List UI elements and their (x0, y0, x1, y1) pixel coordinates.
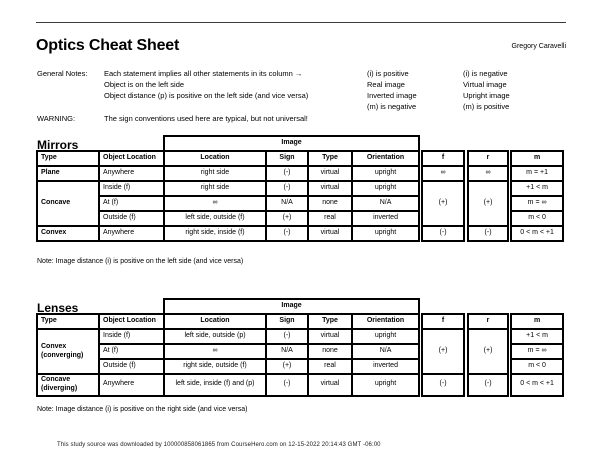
image-group-header: Image (164, 136, 419, 151)
r-cell: ∞ (468, 166, 508, 181)
image-header-spacer (37, 136, 164, 151)
table-row (37, 329, 563, 344)
r-cell: (-) (468, 226, 508, 241)
column-header-image-type: Type (308, 151, 352, 166)
table-row (37, 226, 563, 241)
f-cell: (-) (422, 374, 464, 396)
general-note-line: Object is on the left side (104, 80, 185, 89)
image-orientation-cell: upright (352, 166, 419, 181)
mirrors-table-note: Note: Image distance (i) is positive on the left side (and vice versa) (37, 258, 244, 265)
m-cell: m = ∞ (511, 196, 563, 211)
image-location-cell: left side, inside (f) and (p) (164, 374, 266, 396)
f-cell: ∞ (422, 166, 464, 181)
table-row (37, 374, 563, 396)
m-cell: m = ∞ (511, 344, 563, 359)
table-row (37, 136, 563, 151)
sign-convention-item: Real image (367, 80, 405, 89)
image-sign-cell: N/A (266, 196, 308, 211)
general-notes-label: General Notes: (37, 69, 88, 78)
m-cell: m < 0 (511, 211, 563, 226)
warning-text: The sign conventions used here are typical, but not universal! (104, 114, 308, 123)
column-header-object-location: Object Location (99, 314, 164, 329)
image-sign-cell: (-) (266, 226, 308, 241)
object-location-cell: Anywhere (99, 374, 164, 396)
image-type-cell: none (308, 344, 352, 359)
sign-convention-positive-column (367, 68, 417, 112)
image-location-cell: left side, outside (p) (164, 329, 266, 344)
image-sign-cell: (-) (266, 329, 308, 344)
m-cell: 0 < m < +1 (511, 226, 563, 241)
image-sign-cell: (+) (266, 211, 308, 226)
header-rule (36, 22, 566, 23)
m-cell: +1 < m (511, 181, 563, 196)
image-header-spacer (419, 299, 563, 314)
image-location-cell: right side (164, 181, 266, 196)
object-location-cell: Outside (f) (99, 359, 164, 374)
image-orientation-cell: upright (352, 181, 419, 196)
mirror-type-cell: Plane (37, 166, 99, 181)
table-row (37, 181, 563, 196)
image-header-spacer (37, 299, 164, 314)
author-name: Gregory Caravelli (511, 43, 566, 50)
image-orientation-cell: inverted (352, 211, 419, 226)
r-cell: (-) (468, 374, 508, 396)
sign-convention-item: (i) is negative (463, 69, 508, 78)
lens-type-cell: Convex (converging) (37, 329, 99, 374)
image-orientation-cell: upright (352, 226, 419, 241)
image-sign-cell: (-) (266, 166, 308, 181)
image-location-cell: right side, outside (f) (164, 359, 266, 374)
object-location-cell: Inside (f) (99, 329, 164, 344)
column-header-location: Location (164, 314, 266, 329)
image-type-cell: none (308, 196, 352, 211)
column-header-type: Type (37, 151, 99, 166)
sign-convention-item: (i) is positive (367, 69, 409, 78)
column-header-location: Location (164, 151, 266, 166)
f-cell: (-) (422, 226, 464, 241)
image-sign-cell: (-) (266, 374, 308, 396)
sign-convention-negative-column (463, 68, 510, 112)
f-cell: (+) (422, 329, 464, 374)
table-row (37, 299, 563, 314)
image-orientation-cell: upright (352, 374, 419, 396)
image-orientation-cell: upright (352, 329, 419, 344)
r-cell: (+) (468, 181, 508, 226)
image-location-cell: ∞ (164, 196, 266, 211)
image-sign-cell: (+) (266, 359, 308, 374)
lenses-section-title: Lenses (37, 301, 79, 315)
image-orientation-cell: N/A (352, 196, 419, 211)
column-header-sign: Sign (266, 314, 308, 329)
f-cell: (+) (422, 181, 464, 226)
mirrors-table (36, 135, 564, 242)
column-header-type: Type (37, 314, 99, 329)
object-location-cell: Outside (f) (99, 211, 164, 226)
table-header-row (37, 314, 563, 329)
table-row (37, 166, 563, 181)
object-location-cell: Anywhere (99, 226, 164, 241)
image-type-cell: virtual (308, 181, 352, 196)
image-sign-cell: N/A (266, 344, 308, 359)
lenses-table-note: Note: Image distance (i) is positive on the right side (and vice versa) (37, 406, 248, 413)
column-header-f: f (422, 314, 464, 329)
image-location-cell: ∞ (164, 344, 266, 359)
column-header-sign: Sign (266, 151, 308, 166)
image-orientation-cell: N/A (352, 344, 419, 359)
image-sign-cell: (-) (266, 181, 308, 196)
image-orientation-cell: inverted (352, 359, 419, 374)
general-notes-lines (104, 68, 308, 101)
lenses-table (36, 298, 564, 397)
object-location-cell: At (f) (99, 196, 164, 211)
image-type-cell: real (308, 359, 352, 374)
general-note-line: Each statement implies all other statements in its column → (104, 69, 303, 78)
sign-convention-item: Inverted image (367, 91, 417, 100)
m-cell: 0 < m < +1 (511, 374, 563, 396)
object-location-cell: Anywhere (99, 166, 164, 181)
column-header-orientation: Orientation (352, 314, 419, 329)
r-cell: (+) (468, 329, 508, 374)
image-group-header: Image (164, 299, 419, 314)
column-header-image-type: Type (308, 314, 352, 329)
sign-convention-item: Upright image (463, 91, 510, 100)
m-cell: m < 0 (511, 359, 563, 374)
image-type-cell: virtual (308, 166, 352, 181)
object-location-cell: At (f) (99, 344, 164, 359)
column-header-m: m (511, 151, 563, 166)
column-header-f: f (422, 151, 464, 166)
column-header-object-location: Object Location (99, 151, 164, 166)
m-cell: +1 < m (511, 329, 563, 344)
mirror-type-cell: Convex (37, 226, 99, 241)
image-type-cell: virtual (308, 374, 352, 396)
page-title: Optics Cheat Sheet (36, 37, 180, 54)
sign-convention-item: (m) is positive (463, 102, 510, 111)
mirrors-section-title: Mirrors (37, 138, 79, 152)
image-location-cell: right side (164, 166, 266, 181)
column-header-r: r (468, 314, 508, 329)
image-type-cell: virtual (308, 329, 352, 344)
m-cell: m = +1 (511, 166, 563, 181)
image-type-cell: virtual (308, 226, 352, 241)
image-header-spacer (419, 136, 563, 151)
image-location-cell: right side, inside (f) (164, 226, 266, 241)
table-header-row (37, 151, 563, 166)
warning-label: WARNING: (37, 114, 76, 123)
mirror-type-cell: Concave (37, 181, 99, 226)
image-location-cell: left side, outside (f) (164, 211, 266, 226)
general-note-line: Object distance (p) is positive on the left side (and vice versa) (104, 91, 309, 100)
image-type-cell: real (308, 211, 352, 226)
download-attribution-footer: This study source was downloaded by 100000858061865 from CourseHero.com on 12-15-2022 20:14:43 GMT -06:00 (57, 442, 381, 448)
object-location-cell: Inside (f) (99, 181, 164, 196)
column-header-orientation: Orientation (352, 151, 419, 166)
column-header-m: m (511, 314, 563, 329)
lens-type-cell: Concave (diverging) (37, 374, 99, 396)
sign-convention-item: Virtual image (463, 80, 507, 89)
sign-convention-item: (m) is negative (367, 102, 417, 111)
column-header-r: r (468, 151, 508, 166)
